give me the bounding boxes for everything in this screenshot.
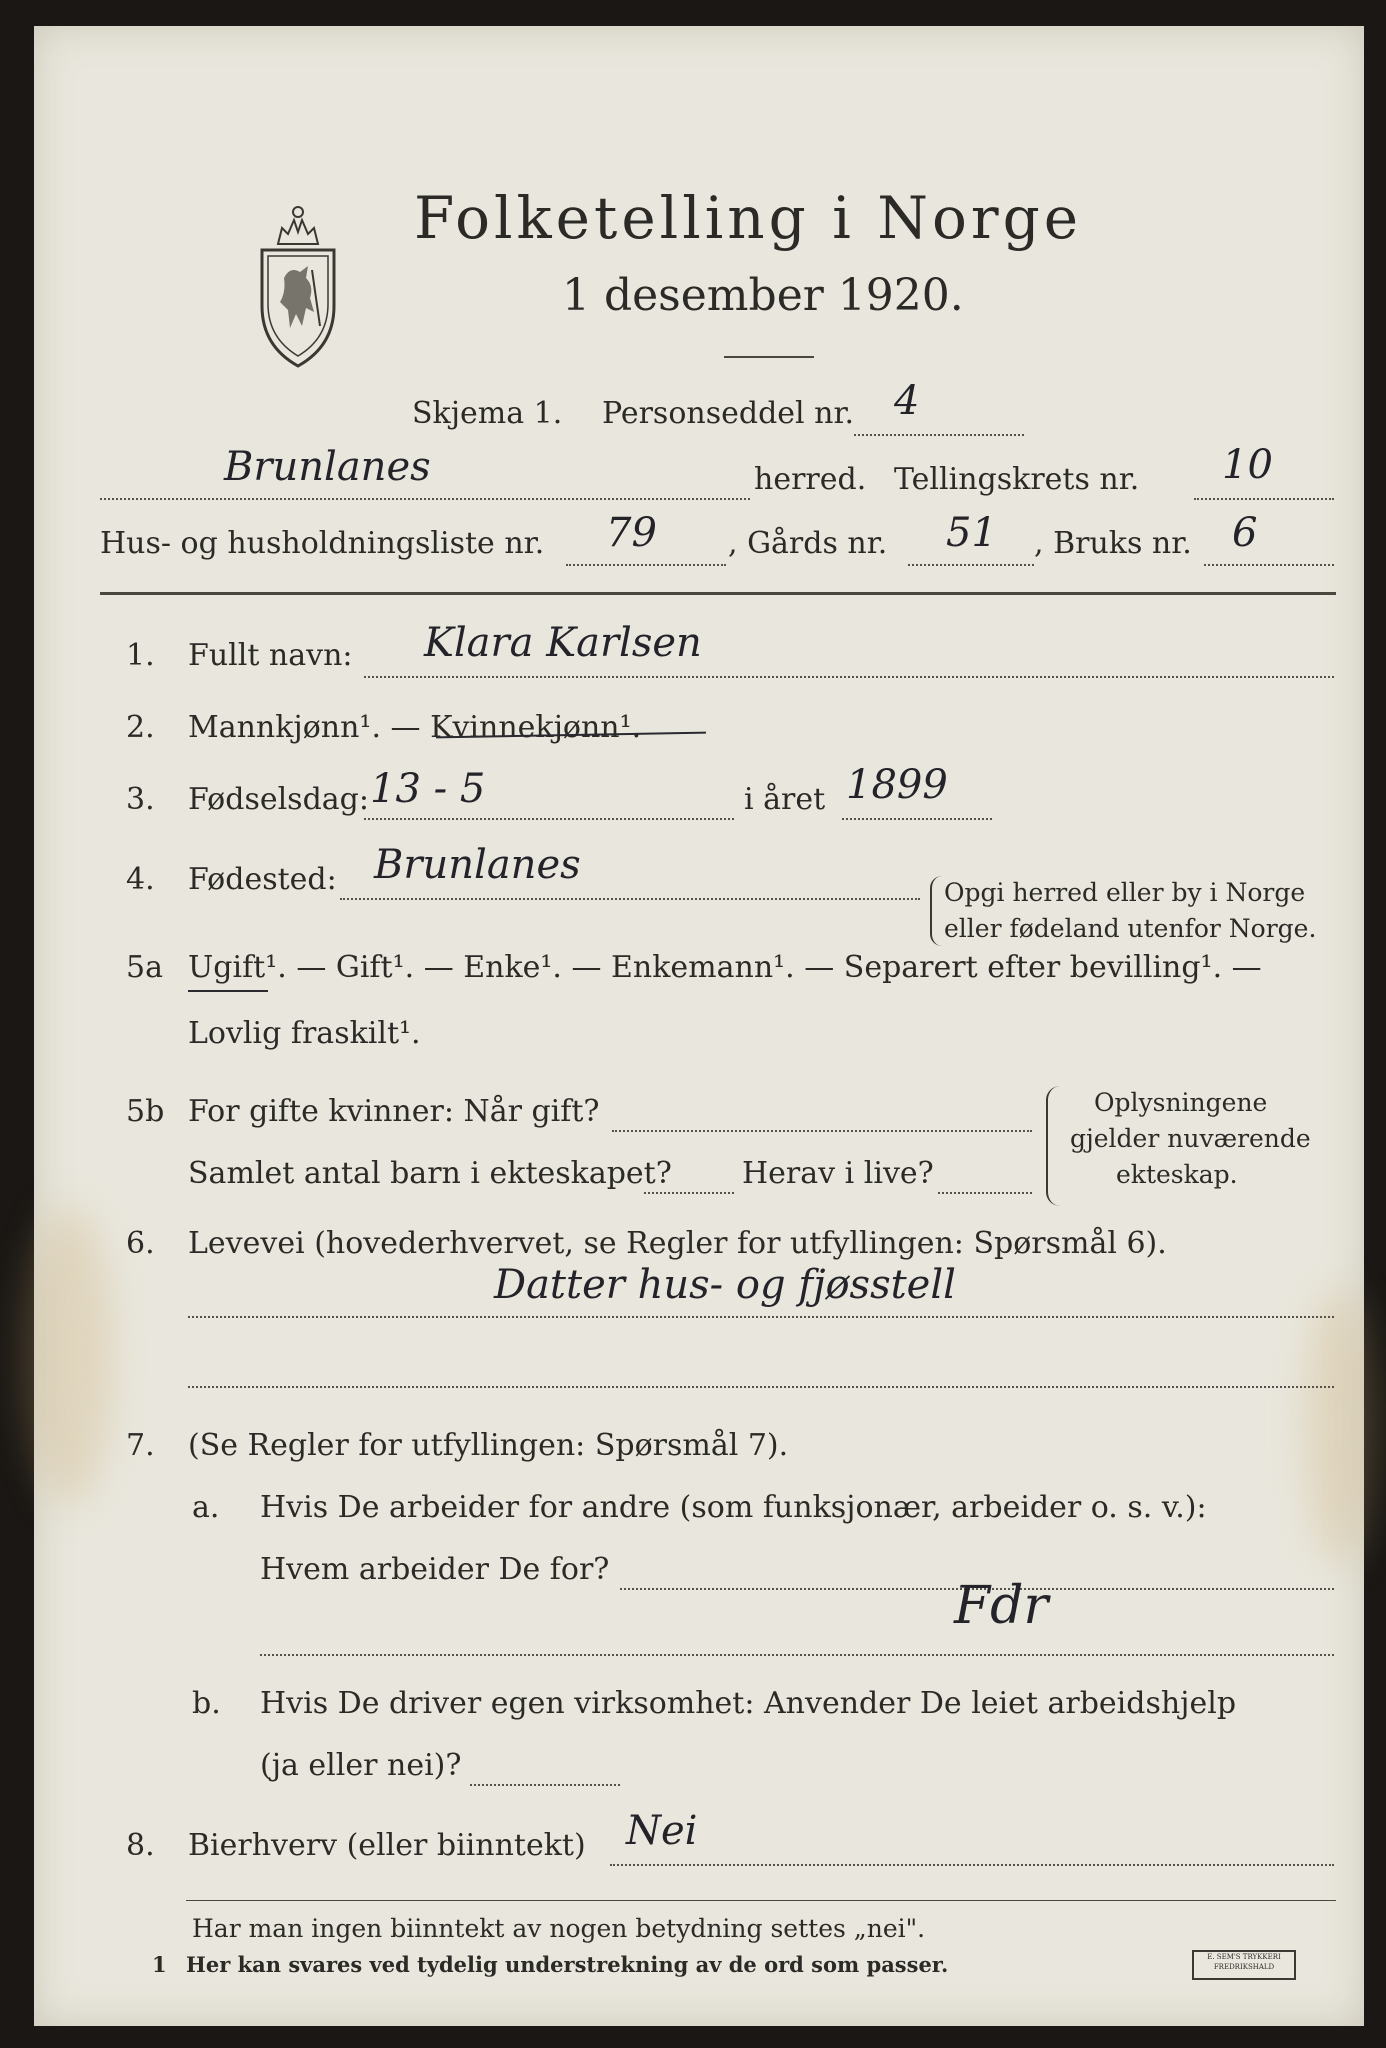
q5b-note-3: ekteskap. (1116, 1160, 1238, 1189)
q7a-letter: a. (192, 1490, 220, 1525)
footnote: Her kan svares ved tydelig understrekning av de ord som passer. (186, 1952, 949, 1977)
q3-label: Fødselsdag: (188, 782, 369, 817)
paper-stain (1304, 1286, 1374, 1566)
children-count-field[interactable] (644, 1192, 734, 1194)
q5b-note-2: gjelder nuværende (1070, 1124, 1311, 1153)
q8-number: 8. (126, 1828, 155, 1863)
q7a-line-1: Hvis De arbeider for andre (som funksjonær, arbeider o. s. v.): (260, 1490, 1207, 1525)
birthplace-note-1: Opgi herred eller by i Norge (944, 878, 1306, 907)
husliste-field[interactable] (566, 564, 726, 566)
personseddel-field[interactable] (854, 434, 1024, 436)
birthday-value: 13 - 5 (370, 766, 486, 812)
q2-label: Mannkjønn¹. — Kvinnekjønn¹. (188, 710, 642, 745)
full-name-value: Klara Karlsen (424, 620, 702, 666)
census-date: 1 desember 1920. (562, 270, 964, 321)
footnote-mark: 1 (152, 1952, 167, 1977)
personseddel-label: Personseddel nr. (602, 396, 855, 431)
bruks-field[interactable] (1204, 564, 1334, 566)
q7b-line-2: (ja eller nei)? (260, 1748, 462, 1783)
skjema-label: Skjema 1. (412, 396, 563, 431)
birth-year-value: 1899 (846, 762, 948, 808)
q5b-line-1: For gifte kvinner: Når gift? (188, 1094, 600, 1129)
birthplace-value: Brunlanes (374, 842, 581, 888)
birthplace-note-2: eller fødeland utenfor Norge. (944, 914, 1317, 943)
herred-value: Brunlanes (224, 444, 431, 490)
q5b-number: 5b (126, 1094, 165, 1129)
married-when-field[interactable] (612, 1130, 1032, 1132)
brace (930, 876, 942, 946)
q3-number: 3. (126, 782, 155, 817)
divider (186, 1900, 1336, 1901)
husliste-label: Hus- og husholdningsliste nr. (100, 526, 545, 561)
census-form (34, 26, 1364, 2026)
birthplace-field[interactable] (340, 898, 920, 900)
full-name-field[interactable] (364, 676, 1334, 678)
marital-underline-mark (188, 990, 268, 992)
q5b-note-1: Oplysningene (1094, 1088, 1268, 1117)
herred-label: herred. (754, 462, 867, 497)
q8-label: Bierhverv (eller biinntekt) (188, 1828, 586, 1863)
q4-number: 4. (126, 862, 155, 897)
occupation-field-2[interactable] (188, 1386, 1334, 1388)
q5a-line-2: Lovlig fraskilt¹. (188, 1016, 421, 1051)
q4-label: Fødested: (188, 862, 337, 897)
employer-field-2[interactable] (260, 1654, 1334, 1656)
q7-label: (Se Regler for utfyllingen: Spørsmål 7). (188, 1428, 789, 1463)
gards-field[interactable] (908, 564, 1034, 566)
hired-help-field[interactable] (470, 1784, 620, 1786)
children-alive-field[interactable] (938, 1192, 1032, 1194)
paper-stain (24, 1206, 114, 1506)
side-income-field[interactable] (610, 1864, 1334, 1866)
q5a-number: 5a (126, 950, 163, 985)
tellingskrets-field[interactable] (1194, 498, 1334, 500)
tellingskrets-label: Tellingskrets nr. (894, 462, 1140, 497)
side-income-value: Nei (626, 1808, 698, 1854)
gards-label: , Gårds nr. (728, 526, 888, 561)
personseddel-value: 4 (894, 378, 920, 424)
husliste-value: 79 (606, 510, 657, 556)
occupation-field[interactable] (188, 1316, 1334, 1318)
divider (724, 356, 814, 358)
q7-number: 7. (126, 1428, 155, 1463)
birthday-field[interactable] (364, 818, 734, 820)
herred-field[interactable] (100, 498, 750, 500)
bruks-value: 6 (1232, 510, 1258, 556)
q2-number: 2. (126, 710, 155, 745)
q5b-line-2b: Herav i live? (742, 1156, 934, 1191)
printer-stamp: E. SEM'S TRYKKERI FREDRIKSHALD (1192, 1950, 1296, 1980)
q5b-line-2a: Samlet antal barn i ekteskapet? (188, 1156, 672, 1191)
form-title: Folketelling i Norge (414, 184, 1083, 252)
occupation-value: Datter hus- og fjøsstell (494, 1262, 956, 1308)
q7b-letter: b. (192, 1686, 221, 1721)
q6-label: Levevei (hovederhvervet, se Regler for utfyllingen: Spørsmål 6). (188, 1226, 1167, 1261)
employer-value: Fdr (954, 1576, 1049, 1636)
bottom-note: Har man ingen biinntekt av nogen betydning settes „nei". (192, 1914, 926, 1943)
coat-of-arms-icon (256, 186, 340, 376)
q7b-line-1: Hvis De driver egen virksomhet: Anvender De leiet arbeidshjelp (260, 1686, 1237, 1721)
q6-number: 6. (126, 1226, 155, 1261)
year-label: i året (744, 782, 826, 817)
q1-number: 1. (126, 638, 155, 673)
q5a-line-1: Ugift¹. — Gift¹. — Enke¹. — Enkemann¹. — Separert efter bevilling¹. — (188, 950, 1262, 985)
birth-year-field[interactable] (842, 818, 992, 820)
q7a-line-2: Hvem arbeider De for? (260, 1552, 610, 1587)
q1-label: Fullt navn: (188, 638, 353, 673)
tellingskrets-value: 10 (1222, 442, 1273, 488)
bruks-label: , Bruks nr. (1034, 526, 1192, 561)
brace (1046, 1086, 1060, 1206)
section-divider (100, 592, 1336, 595)
gards-value: 51 (946, 510, 997, 556)
